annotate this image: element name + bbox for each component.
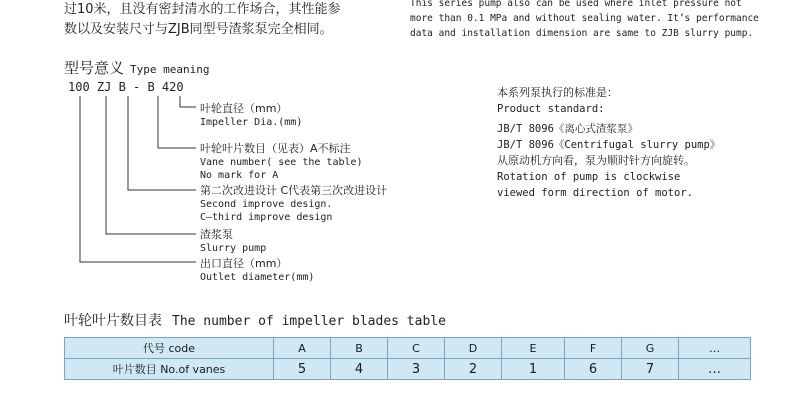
table-cell: 1 — [502, 359, 565, 380]
intro-en-line: data and installation dimension are same to ZJB slurry pump. — [410, 28, 754, 39]
table-cell: … — [679, 359, 751, 380]
standard-title-en: Product standard: — [497, 103, 605, 115]
table-cell-label: 代号 code — [65, 338, 274, 359]
table-cell-label: 叶片数目 No.of vanes — [65, 359, 274, 380]
annotation-en: Second improve design. — [200, 199, 333, 210]
annotation-slurry — [200, 226, 266, 255]
table-cell: 7 — [622, 359, 679, 380]
rotation-en: viewed form direction of motor. — [497, 187, 693, 199]
blades-table-heading-cn: 叶轮叶片数目表 — [64, 313, 162, 329]
annotation-outlet — [200, 255, 314, 284]
blades-table-heading-en: The number of impeller blades table — [172, 314, 446, 329]
annotation-impeller — [200, 100, 302, 129]
table-cell: 5 — [274, 359, 331, 380]
bracket-line-vane — [158, 96, 196, 148]
table-cell: 2 — [445, 359, 502, 380]
annotation-vane — [200, 140, 363, 182]
table-cell: 4 — [331, 359, 388, 380]
annotation-cn: 第二次改进设计 C代表第三次改进设计 — [200, 184, 388, 197]
standard-title-cn: 本系列泵执行的标准是： — [497, 86, 618, 99]
table-cell: A — [274, 338, 331, 359]
intro-en-line: This series pump also can be used where inlet pressure not — [410, 0, 742, 9]
annotation-en: Vane number( see the table) — [200, 157, 363, 168]
annotation-cn: 出口直径（mm） — [200, 257, 288, 270]
intro-en-line: more than 0.1 MPa and without sealing water. It’s performance — [410, 13, 759, 24]
table-row-code — [65, 338, 751, 359]
annotation-en: Outlet diameter(mm) — [200, 272, 315, 283]
table-cell: … — [679, 338, 751, 359]
annotation-en: No mark for A — [200, 170, 279, 181]
table-cell: B — [331, 338, 388, 359]
annotation-cn: 渣浆泵 — [200, 228, 233, 241]
annotation-en: Impeller Dia.(mm) — [200, 117, 303, 128]
bracket-line-improve — [128, 96, 196, 190]
model-code: 100 ZJ B - B 420 — [68, 80, 184, 94]
annotation-en: C—third improve design — [200, 212, 333, 223]
table-cell: F — [565, 338, 622, 359]
intro-cn-line: 过10米，且没有密封清水的工作场合，其性能参 — [64, 2, 341, 17]
annotation-en: Slurry pump — [200, 243, 267, 254]
rotation-cn: 从原动机方向看，泵为顺时针方向旋转。 — [497, 154, 695, 167]
rotation-en: Rotation of pump is clockwise — [497, 171, 681, 183]
annotation-cn: 叶轮叶片数目（见表）A不标注 — [200, 142, 351, 155]
table-cell: 3 — [388, 359, 445, 380]
standard-cn: JB/T 8096《离心式渣浆泵》 — [497, 123, 638, 135]
bracket-line-outlet — [80, 96, 196, 262]
bracket-line-impeller — [180, 96, 196, 107]
product-standard-block — [497, 85, 720, 201]
table-cell: G — [622, 338, 679, 359]
table-cell: 6 — [565, 359, 622, 380]
table-cell: D — [445, 338, 502, 359]
annotation-improve — [200, 182, 387, 224]
blades-table-heading — [64, 310, 446, 330]
intro-cn-line: 数以及安装尺寸与ZJB同型号渣浆泵完全相同。 — [64, 22, 333, 37]
annotation-cn: 叶轮直径（mm） — [200, 102, 288, 115]
standard-en: JB/T 8096《Centrifugal slurry pump》 — [497, 139, 721, 151]
type-meaning-heading-en: Type meaning — [130, 63, 210, 76]
blades-table — [64, 337, 751, 380]
table-row-vanes — [65, 359, 751, 380]
table-cell: C — [388, 338, 445, 359]
bracket-line-slurry — [106, 96, 196, 234]
type-meaning-heading-cn: 型号意义 — [64, 59, 125, 77]
table-cell: E — [502, 338, 565, 359]
